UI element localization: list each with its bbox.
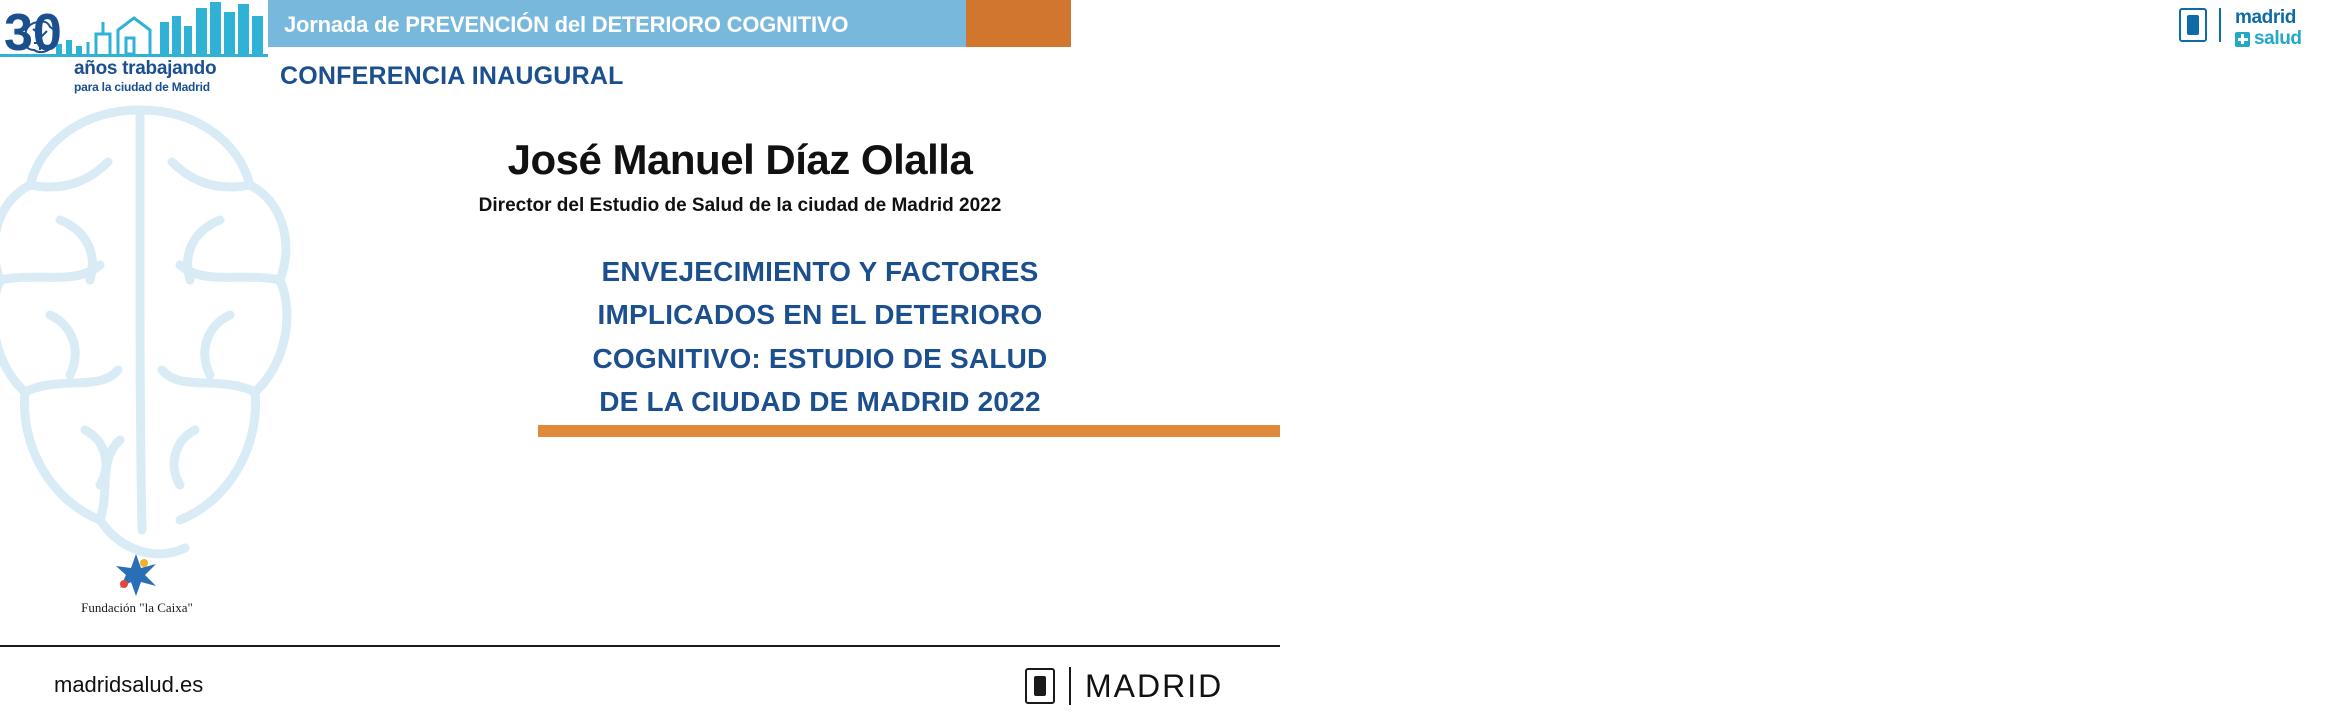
brand-salud-text: salud [2254, 28, 2302, 49]
madrid-coat-of-arms-icon [1025, 668, 1055, 704]
svg-text:30: 30 [4, 4, 62, 62]
health-cross-icon [2235, 32, 2250, 47]
speaker-name: José Manuel Díaz Olalla [507, 136, 973, 183]
brain-watermark-icon [0, 100, 320, 580]
brand-logo-block [1071, 0, 2302, 49]
sponsor-logo [62, 552, 212, 620]
talk-title-line-1: ENVEJECIMIENTO Y FACTORES [601, 256, 1039, 287]
orange-rule-divider [538, 425, 1280, 437]
madrid-salud-logo [2179, 5, 2339, 49]
anniversary-logo [0, 0, 268, 100]
sponsor-name: Fundación "la Caixa" [81, 600, 193, 615]
slide-header [0, 0, 2302, 100]
anniversary-line2: para la ciudad de Madrid [74, 80, 210, 94]
event-title-text: Jornada de PREVENCIÓN del DETERIORO COGNITIVO [284, 12, 849, 37]
talk-title-line-2: IMPLICADOS EN EL DETERIORO [597, 299, 1043, 331]
talk-title-line-4: DE LA CIUDAD DE MADRID 2022 [599, 386, 1041, 418]
shield-inner-shape [1034, 676, 1046, 696]
section-label: CONFERENCIA INAUGURAL [280, 62, 624, 90]
la-caixa-star-icon [62, 552, 212, 600]
orange-accent-block [966, 0, 1071, 47]
brand-salud-row [2235, 28, 2302, 50]
event-title-band [268, 0, 966, 47]
madrid-coat-of-arms-icon [2179, 8, 2207, 42]
anniversary-line1: años trabajando [74, 58, 217, 79]
speaker-role: Director del Estudio de Salud de la ciudad de Madrid 2022 [478, 195, 1002, 216]
talk-title-line-3: COGNITIVO: ESTUDIO DE SALUD [592, 342, 1048, 374]
madrid-city-logo [1025, 666, 1240, 706]
logo-divider [2219, 8, 2221, 42]
brand-madrid-text: madrid [2235, 7, 2296, 28]
shield-inner-shape [2187, 15, 2199, 35]
footer-website[interactable]: madridsalud.es [54, 672, 204, 697]
logo-divider [1069, 667, 1071, 705]
footer-divider [0, 645, 1280, 647]
madrid-wordmark: MADRID [1085, 668, 1224, 704]
talk-title [500, 250, 1140, 424]
